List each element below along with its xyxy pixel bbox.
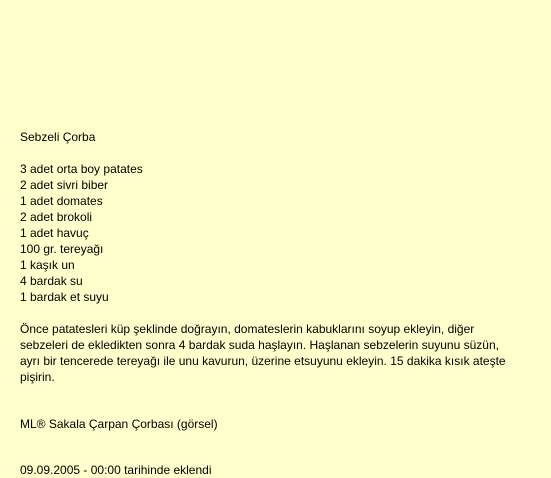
ingredient-item: 1 kaşık un [20,258,75,272]
recipe-instructions: Önce patatesleri küp şeklinde doğrayın, domateslerin kabuklarını soyup ekleyin, diğer sebzeleri de ekledikten sonra 4 bardak suda haşlayın. Haşlanan sebzelerin suyunu süzün, ayrı bir tencerede tereyağı ile unu kavurun, üzerine etsuyunu ekleyin. 15 dakika kısık ateşte pişirin. [20,322,506,384]
ingredient-item: 1 bardak et suyu [20,290,109,304]
recipe-content [20,129,530,385]
related-recipe [20,416,218,432]
ingredient-item: 1 adet havuç [20,226,89,240]
ingredient-item: 2 adet sivri biber [20,178,109,192]
ingredient-item: 4 bardak su [20,274,83,288]
date-added-footer: 09.09.2005 - 00:00 tarihinde eklendi [20,463,212,477]
ingredient-item: 100 gr. tereyağı [20,242,104,256]
related-recipe-link[interactable]: ML® Sakala Çarpan Çorbası (görsel) [20,417,218,431]
ingredient-item: 2 adet brokoli [20,210,93,224]
recipe-title: Sebzeli Çorba [20,130,96,144]
ingredient-item: 1 adet domates [20,194,103,208]
ingredients-list [20,161,530,305]
ingredient-item: 3 adet orta boy patates [20,162,143,176]
